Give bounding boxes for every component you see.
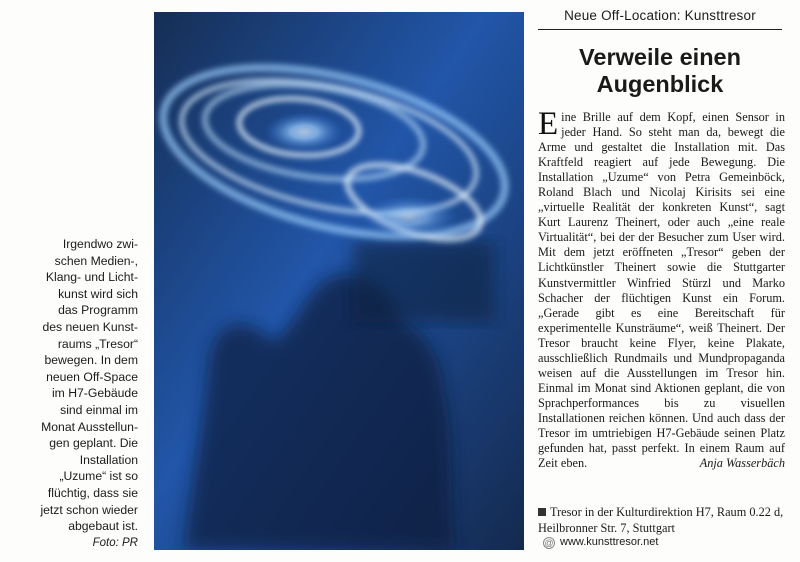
caption-line: schen Medien-, (54, 253, 138, 268)
caption-line: flüchtig, dass sie (47, 485, 138, 500)
photo-credit: Foto: PR (92, 536, 138, 549)
caption-line: Installation (79, 452, 138, 467)
square-bullet-icon (538, 508, 546, 516)
caption-line: Klang- und Licht- (45, 270, 138, 285)
photo-caption (18, 236, 138, 551)
venue-address: Tresor in der Kulturdirektion H7, Raum 0.22 d, Heilbronner Str. 7, Stuttgart (538, 505, 784, 535)
caption-line: bewegen. In dem (44, 353, 138, 368)
caption-line: des neuen Kunst- (42, 319, 138, 334)
website-line (543, 536, 658, 549)
caption-line: raums „Tresor“ (57, 336, 138, 351)
caption-text (18, 236, 138, 535)
article-kicker: Neue Off-Location: Kunsttresor (538, 8, 782, 30)
caption-line: abgebaut ist. (68, 519, 138, 534)
caption-line: neuen Off-Space (46, 369, 138, 384)
caption-line: kunst wird sich (58, 286, 138, 301)
caption-line: das Programm (58, 303, 138, 318)
headline-line-1: Verweile einen (579, 44, 741, 70)
caption-line: Irgendwo zwi- (62, 237, 138, 251)
article-text: ine Brille auf dem Kopf, einen Sensor in jeder Hand. So steht man da, bewegt die Arme und gestaltet die Installation mit. Das Kraftfeld reagiert auf jede Bewegung. Die Installation „Uzume“ von Petra Gemeinböck, Roland Blach und Nicolaj Kirisits sei eine „virtuelle Realität der konkreten Kunst“, sagt Kurt Laurenz Theinert, oder auch „eine reale Virtualität“, bei der der Besucher zum User wird. Mit dem jetzt eröffneten „Tresor“ geben der Lichtkünstler Theinert sowie die Stuttgarter Kunstvermittler Winfried Stürzl und Marko Schacher der flüchtigen Kunst ein Forum. „Gerade gibt es eine Bereitschaft für experimentelle Kunsträume“, weiß Theinert. Der Tresor braucht keine Flyer, keine Plakate, ausschließlich Rundmails und Mundpropaganda weisen auf die Ausstellungen im Tresor hin. Einmal im Monat sind Aktionen geplant, die von Sprachperformances bis zu visuellen Installationen reichen können. Und auch dass der Tresor im umtriebigen H7-Gebäude seinen Platz gefunden hat, passt perfekt. In einem Raum auf Zeit eben. (538, 110, 785, 471)
article-headline (538, 44, 782, 98)
caption-line: sind einmal im (60, 402, 138, 417)
caption-line: im H7-Gebäude (51, 386, 138, 401)
article-photo (154, 12, 524, 550)
article-author: Anja Wasserbäch (699, 456, 785, 471)
website-link[interactable]: www.kunsttresor.net (560, 536, 659, 548)
light-installation-image (154, 12, 524, 550)
drop-cap: E (538, 106, 559, 142)
headline-line-2: Augenblick (596, 71, 724, 97)
at-icon: @ (544, 538, 554, 548)
venue-info (538, 505, 788, 536)
caption-line: jetzt schon wieder (40, 502, 138, 517)
caption-line: „Uzume“ ist so (59, 469, 138, 484)
caption-line: Monat Ausstellun- (41, 419, 138, 434)
article-body (538, 106, 785, 471)
caption-line: gen geplant. Die (49, 436, 138, 451)
